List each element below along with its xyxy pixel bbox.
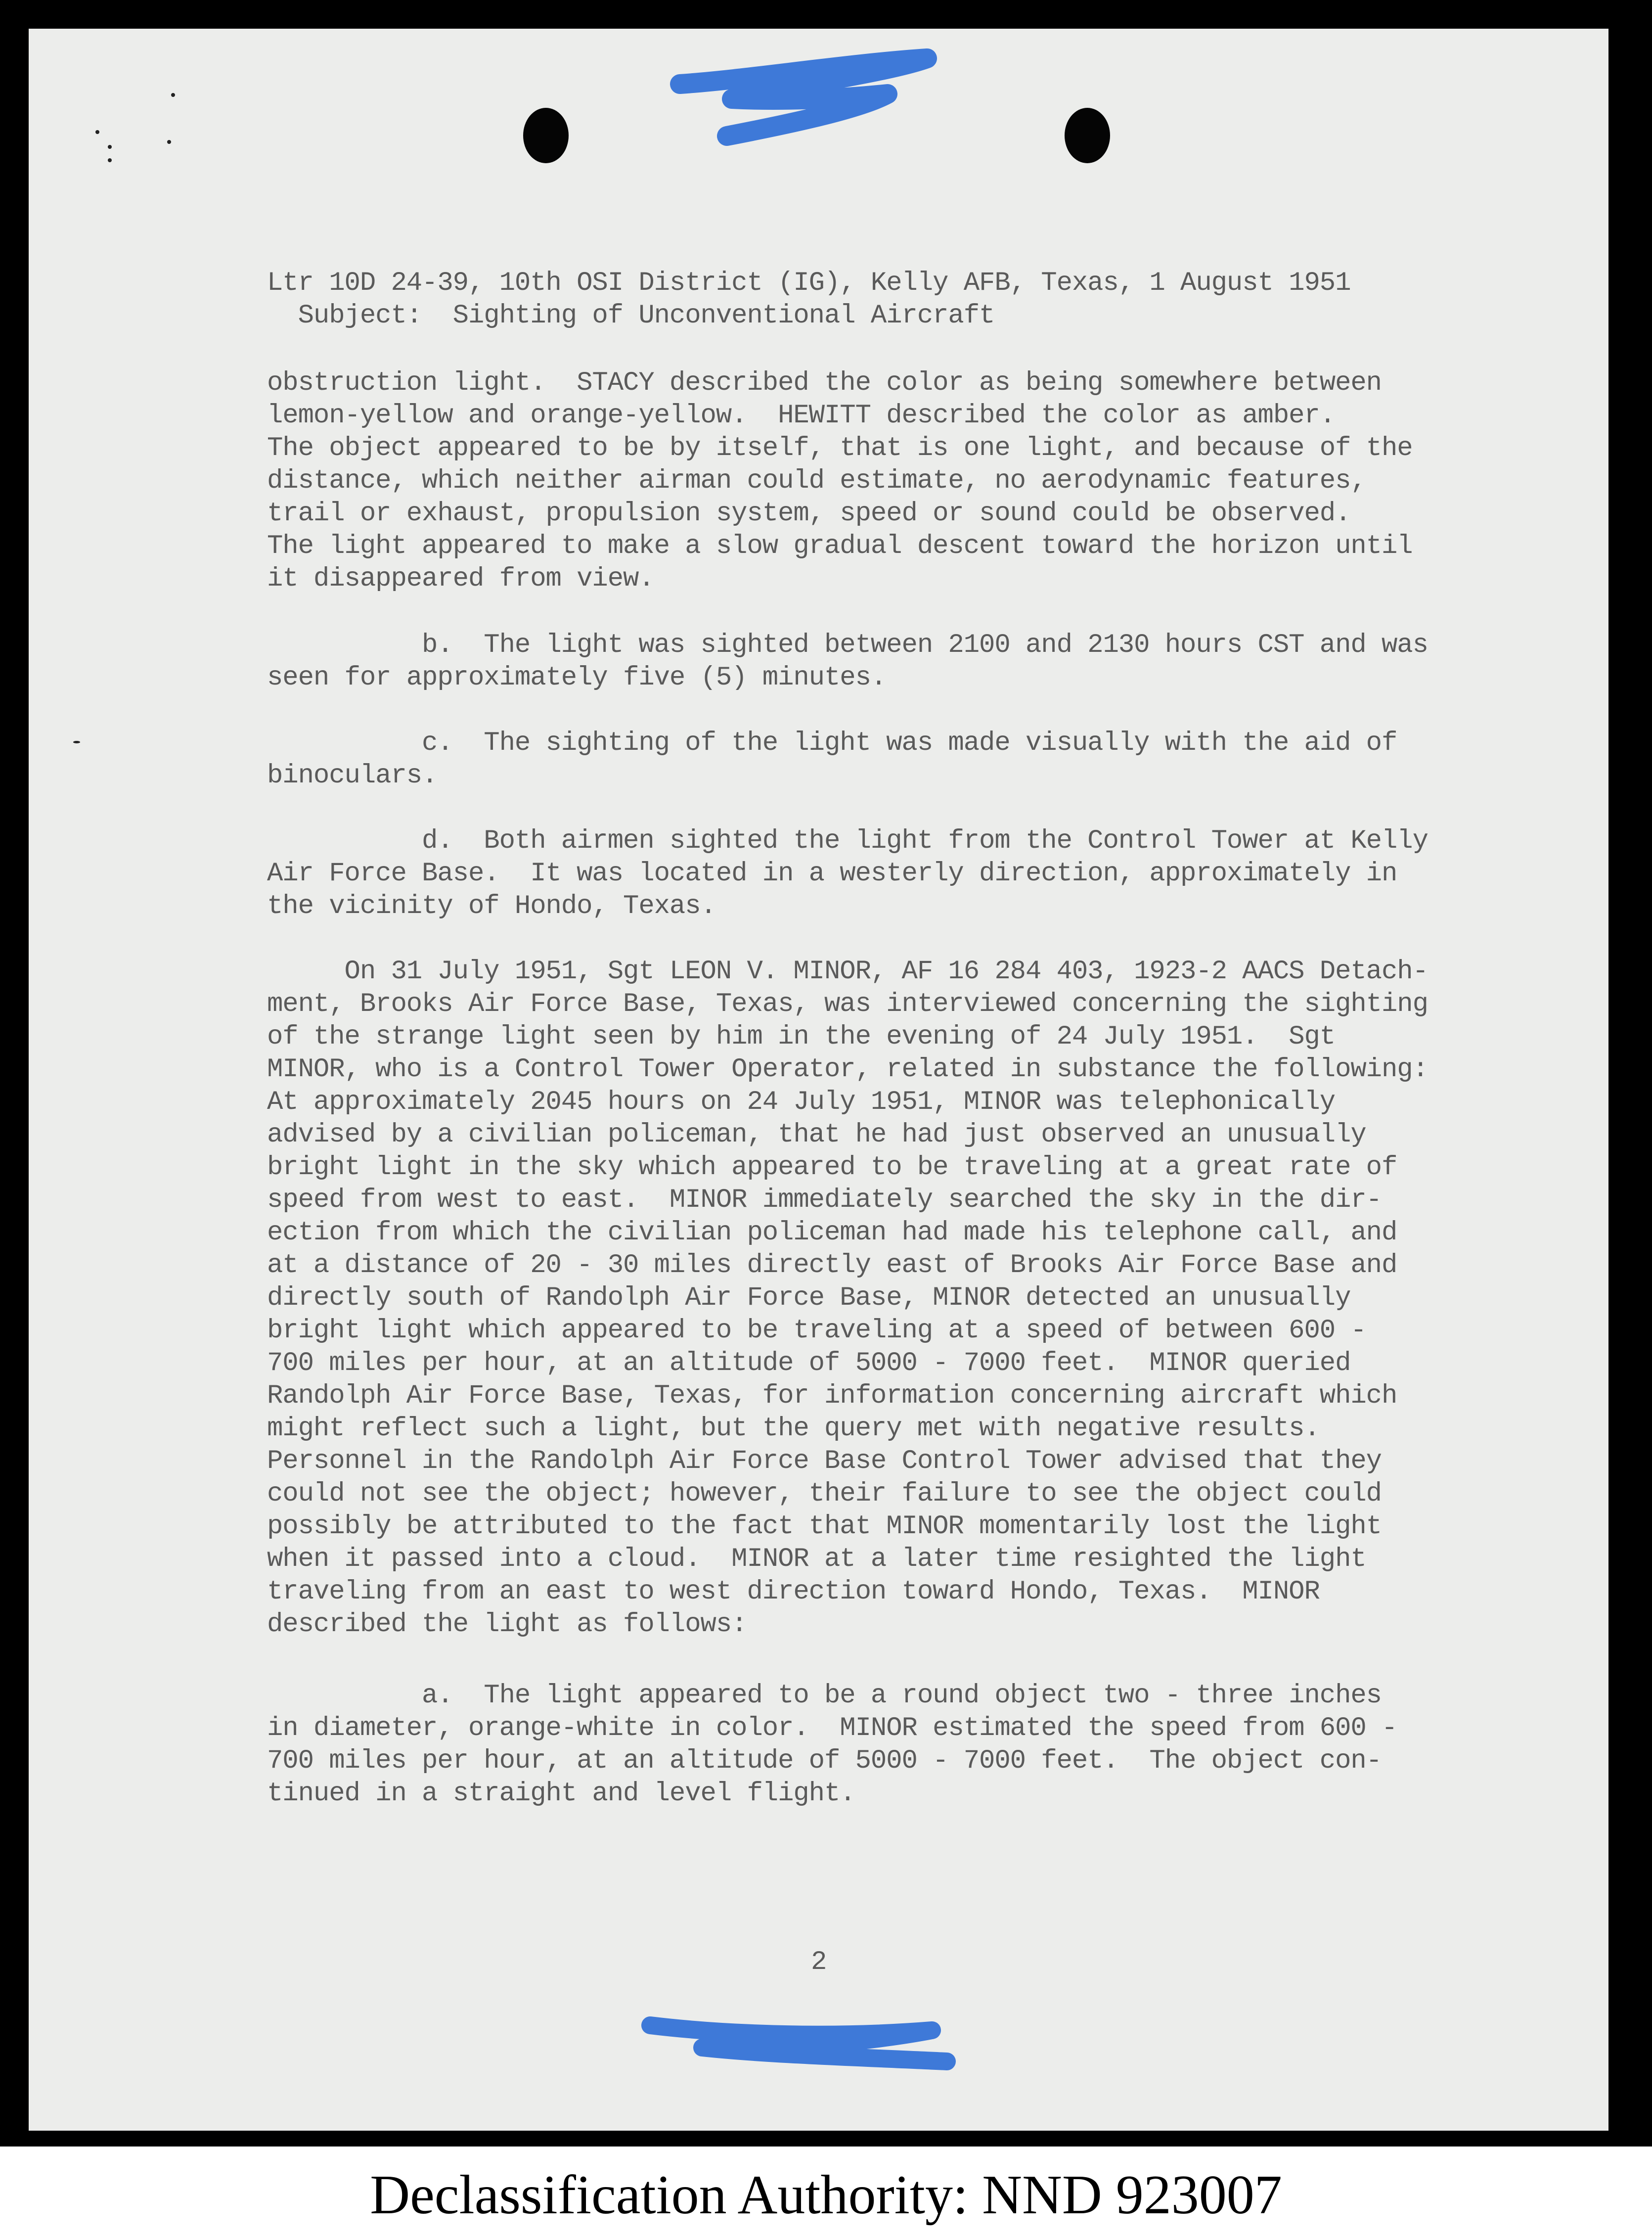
declassification-footer bbox=[0, 2147, 1652, 2238]
declassification-authority-text: Declassification Authority: NND 923007 bbox=[370, 2164, 1282, 2226]
paragraph-minor-interview: On 31 July 1951, Sgt LEON V. MINOR, AF 16 284 403, 1923-2 AACS Detach- ment, Brooks Air Force Base, Texas, was interviewed concerning the sighting of the strange light seen by him in the evening of 24 July 1951. Sgt MINOR, who is a Control Tower Operator, related in substance the following: At approximately 2045 hours on 24 July 1951, MINOR was telephonically advised by a civilian policeman, that he had just observed an unusually bright light in the sky which appeared to be traveling at a great rate of speed from west to east. MINOR immediately searched the sky in the dir- ection from which the civilian policeman had made his telephone call, and at a distance of 20 - 30 miles directly east of Brooks Air Force Base and directly south of Randolph Air Force Base, MINOR detected an unusually bright light which appeared to be traveling at a speed of between 600 - 700 miles per hour, at an altitude of 5000 - 7000 feet. MINOR queried Randolph Air Force Base, Texas, for information concerning aircraft which might reflect such a light, but the query met with negative results. Personnel in the Randolph Air Force Base Control Tower advised that they could not see the object; however, their failure to see the object could possibly be attributed to the fact that MINOR momentarily lost the light when it passed into a cloud. MINOR at a later time resighted the light traveling from an east to west direction toward Hondo, Texas. MINOR described the light as follows: bbox=[267, 957, 1428, 1640]
paragraph-b-time: b. The light was sighted between 2100 and 2130 hours CST and was seen for approximately five (5) minutes. bbox=[267, 630, 1428, 693]
paragraph-a-description: a. The light appeared to be a round object two - three inches in diameter, orange-white in color. MINOR estimated the speed from 600 - 700 miles per hour, at an altitude of 5000 - 7000 feet. The object con- tinued in a straight and level flight. bbox=[267, 1681, 1397, 1809]
page-number: 2 bbox=[811, 1947, 827, 1977]
paragraph-d-location: d. Both airmen sighted the light from the Control Tower at Kelly Air Force Base. It was located in a westerly direction, approximately in the vicinity of Hondo, Texas. bbox=[267, 826, 1428, 921]
marker-stroke-top bbox=[680, 58, 927, 136]
marker-stroke-bottom bbox=[650, 2025, 947, 2061]
subject-line: Subject: Sighting of Unconventional Aircraft bbox=[267, 301, 995, 331]
paragraph-obstruction-light: obstruction light. STACY described the color as being somewhere between lemon-yellow and orange-yellow. HEWITT described the color as amber. The object appeared to be by itself, that is one light, and because of the distance, which neither airman could estimate, no aerodynamic features, trail or exhaust, propulsion system, speed or sound could be observed. The light appeared to make a slow gradual descent toward the horizon until it disappeared from view. bbox=[267, 368, 1413, 594]
paragraph-c-binoculars: c. The sighting of the light was made visually with the aid of binoculars. bbox=[267, 728, 1397, 791]
letter-reference-line: Ltr 10D 24-39, 10th OSI District (IG), Kelly AFB, Texas, 1 August 1951 bbox=[267, 268, 1351, 298]
